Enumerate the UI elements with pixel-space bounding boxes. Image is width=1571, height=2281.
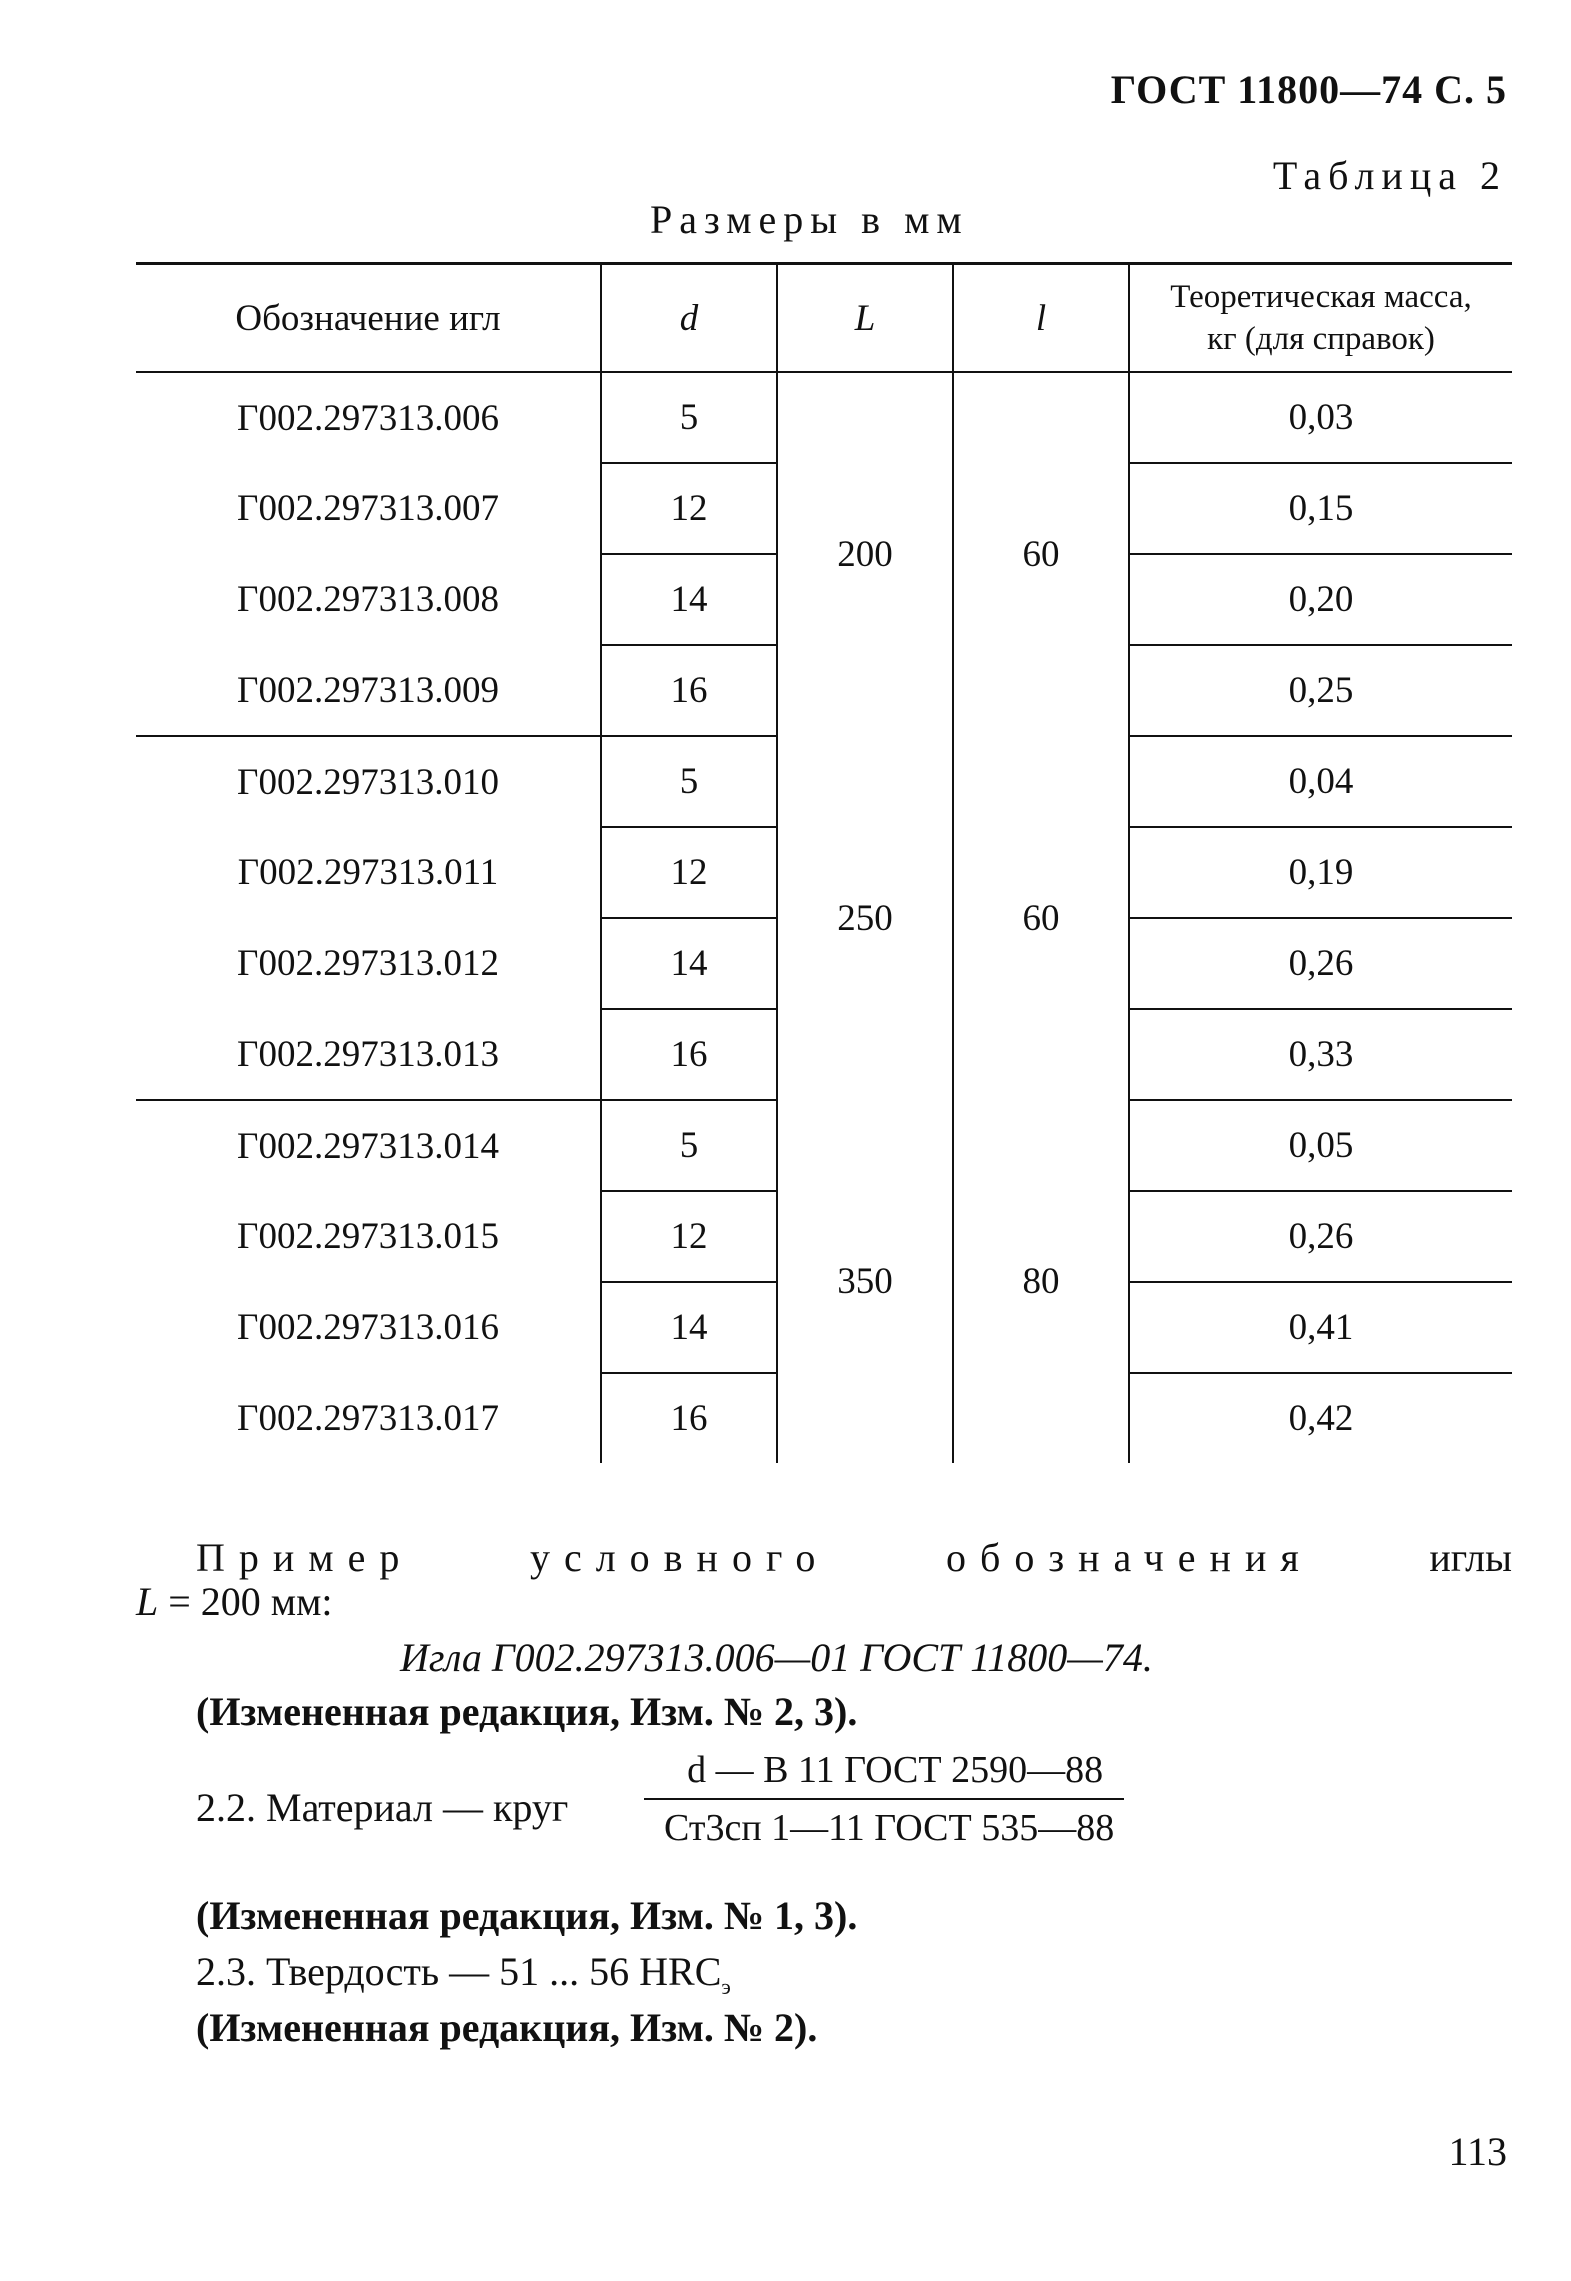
cell-mass: 0,33 [1129, 1009, 1512, 1100]
hardness-line [196, 1948, 731, 2000]
cell-d: 12 [601, 463, 777, 554]
example-word-1: Пример [196, 1535, 414, 1580]
col-header-l: l [953, 264, 1129, 373]
col-header-mass-line1: Теоретическая масса, [1170, 279, 1472, 315]
example-designation: Игла Г002.297313.006—01 ГОСТ 11800—74. [400, 1635, 1153, 1680]
cell-designation: Г002.297313.010 [237, 761, 499, 803]
cell-l: 80 [953, 1100, 1129, 1463]
cell-designation: Г002.297313.017 [237, 1397, 499, 1439]
hardness-text: 2.3. Твердость — 51 ... 56 HRC [196, 1949, 722, 1994]
table-body [136, 372, 1512, 1463]
cell-designation: Г002.297313.012 [237, 943, 499, 984]
change-note-2: (Измененная редакция, Изм. № 1, 3). [196, 1893, 858, 1938]
cell-d: 14 [601, 918, 777, 1009]
example-word-3: обозначения [945, 1535, 1313, 1580]
material-fraction [644, 1748, 1124, 1850]
table-units: Размеры в мм [650, 197, 969, 242]
cell-designation: Г002.297313.006 [237, 397, 499, 439]
cell-mass: 0,25 [1129, 645, 1512, 736]
example-length-var: L [136, 1579, 159, 1624]
cell-mass: 0,15 [1129, 463, 1512, 554]
cell-mass: 0,03 [1129, 372, 1512, 463]
change-note-3: (Измененная редакция, Изм. № 2). [196, 2005, 818, 2050]
cell-d: 12 [601, 827, 777, 918]
cell-l: 60 [953, 372, 1129, 736]
cell-l: 60 [953, 736, 1129, 1100]
cell-mass: 0,26 [1129, 1191, 1512, 1282]
col-header-mass [1129, 264, 1512, 373]
col-header-mass-line2: кг (для справок) [1207, 321, 1435, 357]
cell-mass: 0,41 [1129, 1282, 1512, 1373]
cell-L: 350 [777, 1100, 953, 1463]
cell-designation: Г002.297313.011 [237, 852, 499, 893]
col-header-designation: Обозначение игл [136, 264, 601, 373]
example-length-value: = 200 мм: [158, 1579, 333, 1624]
table-header-row [136, 264, 1512, 373]
example-heading [196, 1534, 1512, 1581]
cell-mass: 0,19 [1129, 827, 1512, 918]
cell-d: 5 [601, 736, 777, 827]
cell-designation: Г002.297313.009 [136, 645, 601, 736]
cell-L: 250 [777, 736, 953, 1100]
cell-designation: Г002.297313.007 [237, 488, 499, 529]
cell-d: 5 [601, 372, 777, 463]
cell-d: 16 [601, 645, 777, 736]
cell-designation: Г002.297313.008 [237, 579, 499, 620]
table-title: Таблица 2 [1272, 153, 1507, 198]
example-length-line [136, 1578, 333, 1625]
table-row [136, 736, 1512, 827]
cell-designation: Г002.297313.014 [237, 1125, 499, 1167]
cell-L: 200 [777, 372, 953, 736]
material-numerator: d — В 11 ГОСТ 2590—88 [644, 1748, 1124, 1800]
needle-dimensions-table [136, 262, 1512, 1463]
table-row [136, 372, 1512, 463]
cell-d: 14 [601, 554, 777, 645]
cell-d: 16 [601, 1009, 777, 1100]
cell-designation: Г002.297313.016 [237, 1307, 499, 1348]
hardness-subscript: э [721, 1974, 731, 1999]
cell-d: 16 [601, 1373, 777, 1463]
cell-mass: 0,42 [1129, 1373, 1512, 1463]
example-word-2: условного [529, 1535, 830, 1580]
table-row [136, 1100, 1512, 1191]
cell-designation: Г002.297313.013 [136, 1009, 601, 1100]
material-denominator: Ст3сп 1—11 ГОСТ 535—88 [664, 1807, 1115, 1849]
cell-designation: Г002.297313.015 [237, 1216, 499, 1257]
col-header-L: L [777, 264, 953, 373]
page-number: 113 [1448, 2129, 1507, 2174]
cell-mass: 0,26 [1129, 918, 1512, 1009]
change-note-1: (Измененная редакция, Изм. № 2, 3). [196, 1689, 858, 1734]
cell-d: 12 [601, 1191, 777, 1282]
material-label: 2.2. Материал — круг [196, 1785, 569, 1830]
col-header-d: d [601, 264, 777, 373]
cell-mass: 0,20 [1129, 554, 1512, 645]
cell-d: 14 [601, 1282, 777, 1373]
cell-mass: 0,04 [1129, 736, 1512, 827]
standard-reference: ГОСТ 11800—74 С. 5 [1110, 67, 1507, 112]
cell-mass: 0,05 [1129, 1100, 1512, 1191]
cell-d: 5 [601, 1100, 777, 1191]
example-word-4: иглы [1429, 1535, 1512, 1580]
